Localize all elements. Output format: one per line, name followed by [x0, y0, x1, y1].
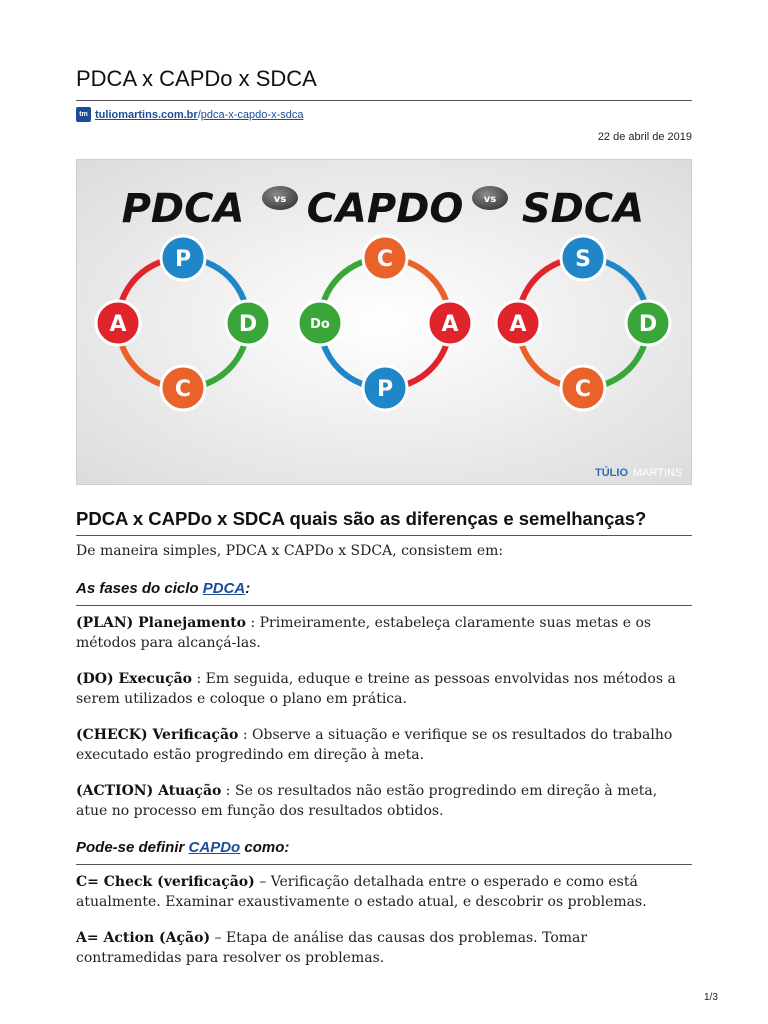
section-heading: PDCA x CAPDo x SDCA quais são as diferenças e semelhanças?: [76, 508, 647, 529]
hero-image: [76, 159, 692, 485]
pdca-item-check: (CHECK) Verificação : Observe a situação e verifique se os resultados do trabalho executado estão progredindo em direção à meta.: [76, 727, 673, 763]
desc-plan: Primeiramente, estabeleça claramente suas metas e os métodos para alcançá-las.: [76, 615, 652, 651]
capdo-item-check: C= Check (verificação) – Verificação detalhada entre o esperado e como está atualmente. Examinar exaustivamente o estado atual, e descobrir os problemas.: [76, 874, 647, 910]
intro-paragraph: De maneira simples, PDCA x CAPDo x SDCA, consistem em:: [76, 543, 504, 559]
page-number: 1/3: [704, 992, 718, 1003]
pdca-heading-suffix: :: [245, 580, 251, 597]
desc-do: Em seguida, eduque e treine as pessoas envolvidas nos métodos a serem utilizados e coloque o plano em prática.: [76, 671, 676, 707]
pdca-node-right: D: [238, 312, 258, 337]
cycle-title-capdo: CAPDO: [306, 186, 464, 232]
vs-label-right: vs: [483, 194, 497, 205]
capdo-node-bottom: P: [376, 377, 394, 402]
desc-action: Se os resultados não estão progredindo em direção à meta, atue no processo em função dos resultados obtidos.: [76, 783, 658, 819]
capdo-heading-divider: [76, 864, 692, 865]
capdo-heading-suffix: como:: [240, 839, 290, 856]
heading-divider: [76, 535, 692, 536]
site-logo-icon: tm: [76, 107, 91, 122]
cycle-title-sdca: SDCA: [521, 186, 645, 232]
watermark-second: MARTINS: [633, 467, 683, 479]
source-domain-link[interactable]: tuliomartins.com.br: [95, 108, 198, 121]
pdca-node-bottom: C: [174, 377, 192, 402]
pdca-phases-heading: [76, 580, 250, 597]
capdo-node-top: C: [376, 247, 394, 272]
sdca-node-bottom: C: [574, 377, 592, 402]
desc-a-action: Etapa de análise das causas dos problemas. Tomar contramedidas para resolver os problemas.: [76, 930, 588, 966]
publish-date: 22 de abril de 2019: [597, 131, 692, 143]
vs-label-left: vs: [273, 194, 287, 205]
term-a-action: A= Action (Ação): [76, 930, 211, 946]
source-separator: /: [197, 108, 201, 121]
desc-check: Observe a situação e verifique se os resultados do trabalho executado estão progredindo em direção à meta.: [76, 727, 673, 763]
capdo-definition-heading: [76, 839, 289, 856]
sdca-node-top: S: [575, 247, 591, 272]
capdo-item-action: A= Action (Ação) – Etapa de análise das causas dos problemas. Tomar contramedidas para resolver os problemas.: [76, 930, 588, 966]
page-title: PDCA x CAPDo x SDCA: [76, 66, 317, 91]
pdca-link[interactable]: PDCA: [202, 580, 246, 597]
capdo-link[interactable]: CAPDo: [188, 839, 241, 856]
cycle-title-pdca: PDCA: [121, 186, 245, 232]
pdca-heading-divider: [76, 605, 692, 606]
title-divider: [76, 100, 692, 101]
pdca-node-left: A: [109, 312, 127, 337]
pdca-heading-prefix: As fases do ciclo: [76, 580, 203, 597]
pdca-node-top: P: [174, 247, 192, 272]
sdca-node-right: D: [638, 312, 658, 337]
term-check: (CHECK) Verificação: [76, 727, 239, 743]
pdca-item-plan: (PLAN) Planejamento : Primeiramente, estabeleça claramente suas metas e os métodos para alcançá-las.: [76, 615, 652, 651]
term-do: (DO) Execução: [76, 671, 193, 687]
capdo-node-right: A: [441, 312, 459, 337]
term-c-check: C= Check (verificação): [76, 874, 255, 890]
source-line: [76, 107, 303, 122]
capdo-node-left: Do: [310, 317, 330, 332]
pdca-item-action: (ACTION) Atuação : Se os resultados não estão progredindo em direção à meta, atue no processo em função dos resultados obtidos.: [76, 783, 658, 819]
source-path-link[interactable]: pdca-x-capdo-x-sdca: [200, 108, 304, 121]
sdca-node-left: A: [509, 312, 527, 337]
term-action: (ACTION) Atuação: [76, 783, 222, 799]
desc-c-check: Verificação detalhada entre o esperado e como está atualmente. Examinar exaustivamente o estado atual, e descobrir os problemas.: [76, 874, 647, 910]
watermark-first: TÚLIO: [595, 467, 628, 479]
term-plan: (PLAN) Planejamento: [76, 615, 246, 631]
capdo-heading-prefix: Pode-se definir: [76, 839, 189, 856]
pdca-item-do: (DO) Execução : Em seguida, eduque e treine as pessoas envolvidas nos métodos a serem utilizados e coloque o plano em prática.: [76, 671, 676, 707]
